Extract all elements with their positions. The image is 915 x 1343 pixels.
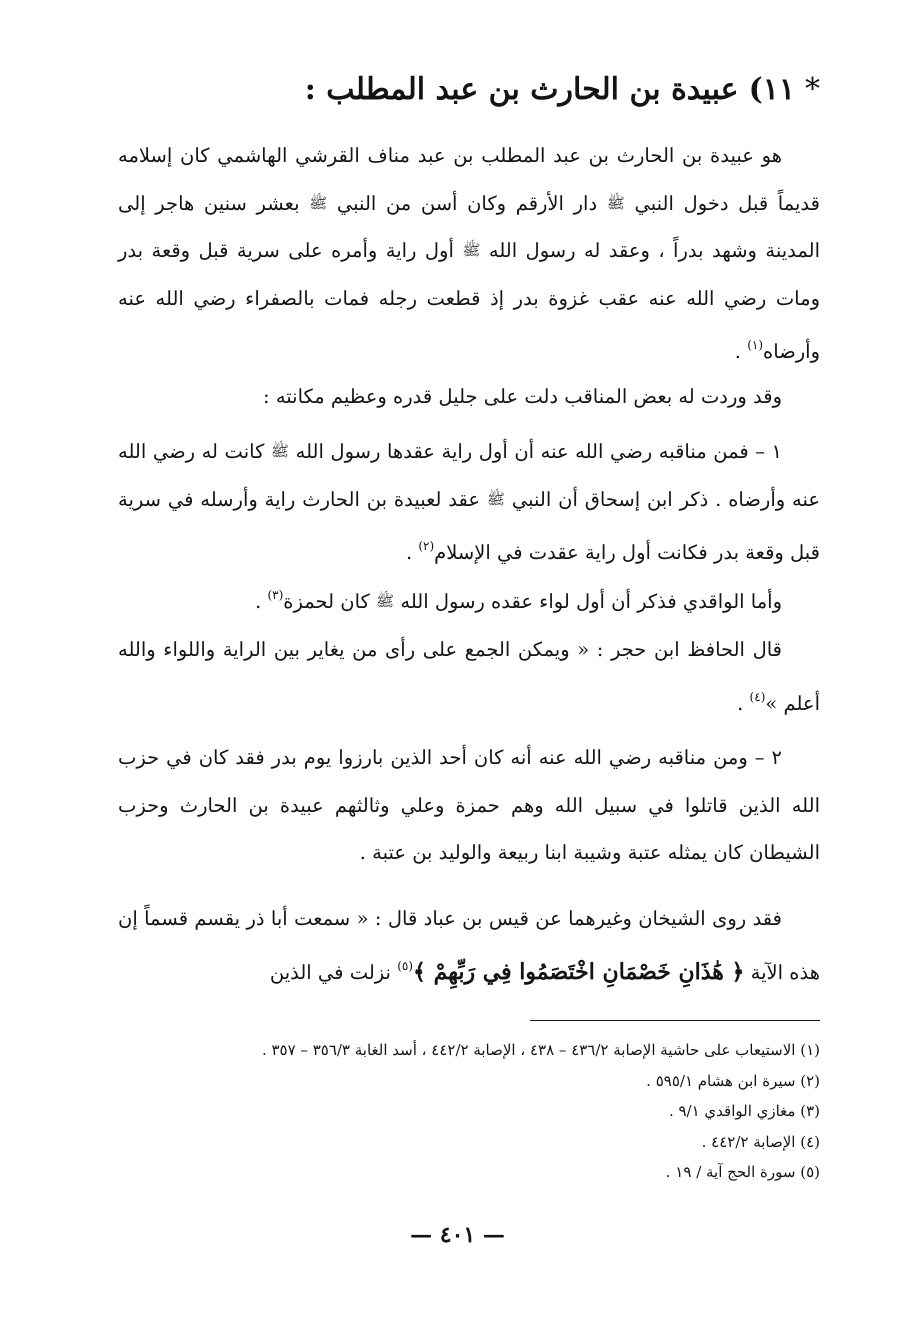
heading-number: ١١) bbox=[748, 72, 795, 107]
text-run: ٢ – ومن مناقبه رضي الله عنه أنه كان أحد الذين بارزوا يوم بدر فقد كان في حزب الله الذين قاتلوا في سبيل الله وهم حمزة وعلي وثالثهم عبيدة بن الحارث وحزب الشيطان كان يمثله عتبة وشيبة ابنا ربيعة والوليد بن عتبة . bbox=[118, 746, 820, 864]
text-run: بعشر سنين هاجر إلى المدينة وشهد بدراً ، وعقد له رسول الله bbox=[118, 191, 821, 262]
text-run: نزلت في الذين bbox=[269, 960, 391, 984]
honorific-icon: ﷺ bbox=[309, 193, 328, 212]
text-run: قال الحافظ ابن حجر : « ويمكن الجمع على رأى من يغاير بين الراية واللواء والله أعلم » bbox=[118, 638, 820, 715]
text-run: . bbox=[734, 340, 741, 363]
honorific-icon: ﷺ bbox=[486, 489, 506, 508]
text-run: فقد روى الشيخان وغيرهما عن قيس بن عباد قال : « سمعت أبا ذر يقسم قسماً إن هذه الآية bbox=[118, 907, 820, 984]
footnote-ref: (٢) bbox=[418, 539, 435, 553]
text-run: . bbox=[737, 691, 744, 715]
footnote-ref: (٣) bbox=[267, 588, 284, 602]
text-run: هو عبيدة بن الحارث بن عبد المطلب بن عبد مناف القرشي الهاشمي كان إسلامه قديماً قبل دخول النبي bbox=[118, 144, 820, 215]
text-run: ١ – فمن مناقبه رضي الله عنه أن أول راية عقدها رسول الله bbox=[295, 440, 783, 463]
footnote-item: (١) الاستيعاب على حاشية الإصابة ٤٣٦/٢ – ٤٣٨ ، الإصابة ٤٤٢/٢ ، أسد الغابة ٣٥٦/٣ – ٣٥٧ . bbox=[261, 1041, 820, 1059]
page-number: — ٤٠١ — bbox=[410, 1222, 505, 1248]
honorific-icon: ﷺ bbox=[462, 241, 481, 259]
text-run: عقد لعبيدة بن الحارث راية وأرسله في سرية قبل وقعة بدر فكانت أول راية عقدت في الإسلام bbox=[118, 487, 820, 564]
paragraph-ibn-hajar bbox=[118, 626, 820, 727]
footnote-item: (٤) الإصابة ٤٤٢/٢ . bbox=[701, 1132, 820, 1151]
honorific-icon: ﷺ bbox=[606, 193, 625, 212]
text-run: وأما الواقدي فذكر أن أول لواء عقده رسول الله bbox=[400, 590, 782, 613]
text-run: . bbox=[405, 541, 413, 564]
paragraph-biography bbox=[118, 132, 820, 376]
footnote-ref: (٥) bbox=[397, 958, 414, 973]
honorific-icon: ﷺ bbox=[270, 442, 290, 460]
heading-title: عبيدة بن الحارث بن عبد المطلب : bbox=[304, 72, 739, 107]
text-run: . bbox=[255, 590, 262, 613]
footnote-ref: (٤) bbox=[749, 689, 766, 704]
quran-verse: ﴿ هَٰذَانِ خَصْمَانِ اخْتَصَمُوا فِي رَبِّهِمْ ﴾ bbox=[413, 958, 745, 985]
section-heading bbox=[90, 70, 820, 110]
footnote-item: (٢) سيرة ابن هشام ٥٩٥/١ . bbox=[646, 1071, 820, 1090]
paragraph-virtues-intro bbox=[118, 373, 820, 421]
footnote-ref: (١) bbox=[747, 338, 764, 352]
text-run: وقد وردت له بعض المناقب دلت على جليل قدره وعظيم مكانته : bbox=[263, 385, 782, 408]
paragraph-hadith bbox=[118, 895, 820, 996]
star-icon: * bbox=[805, 72, 820, 107]
paragraph-virtue-1 bbox=[118, 428, 820, 577]
footnotes bbox=[90, 1035, 820, 1188]
text-run: دار الأرقم وكان أسن من النبي bbox=[336, 191, 598, 215]
text-run: كانت له رضي الله عنه وأرضاه . ذكر ابن إسحاق أن النبي bbox=[118, 440, 821, 511]
footnote-item: (٥) سورة الحج آية / ١٩ . bbox=[665, 1163, 820, 1181]
footnote-item: (٣) مغازي الواقدي ٩/١ . bbox=[668, 1102, 820, 1120]
footnote-divider bbox=[530, 1020, 820, 1021]
text-run: أول راية وأمره على سرية قبل وقعة بدر ومات رضي الله عنه عقب غزوة بدر إذ قطعت رجله فمات بالصفراء رضي الله عنه وأرضاه bbox=[118, 239, 820, 363]
paragraph-virtue-2 bbox=[118, 734, 820, 877]
honorific-icon: ﷺ bbox=[376, 592, 395, 610]
text-run: كان لحمزة bbox=[283, 590, 370, 613]
paragraph-waqidi bbox=[118, 572, 820, 626]
